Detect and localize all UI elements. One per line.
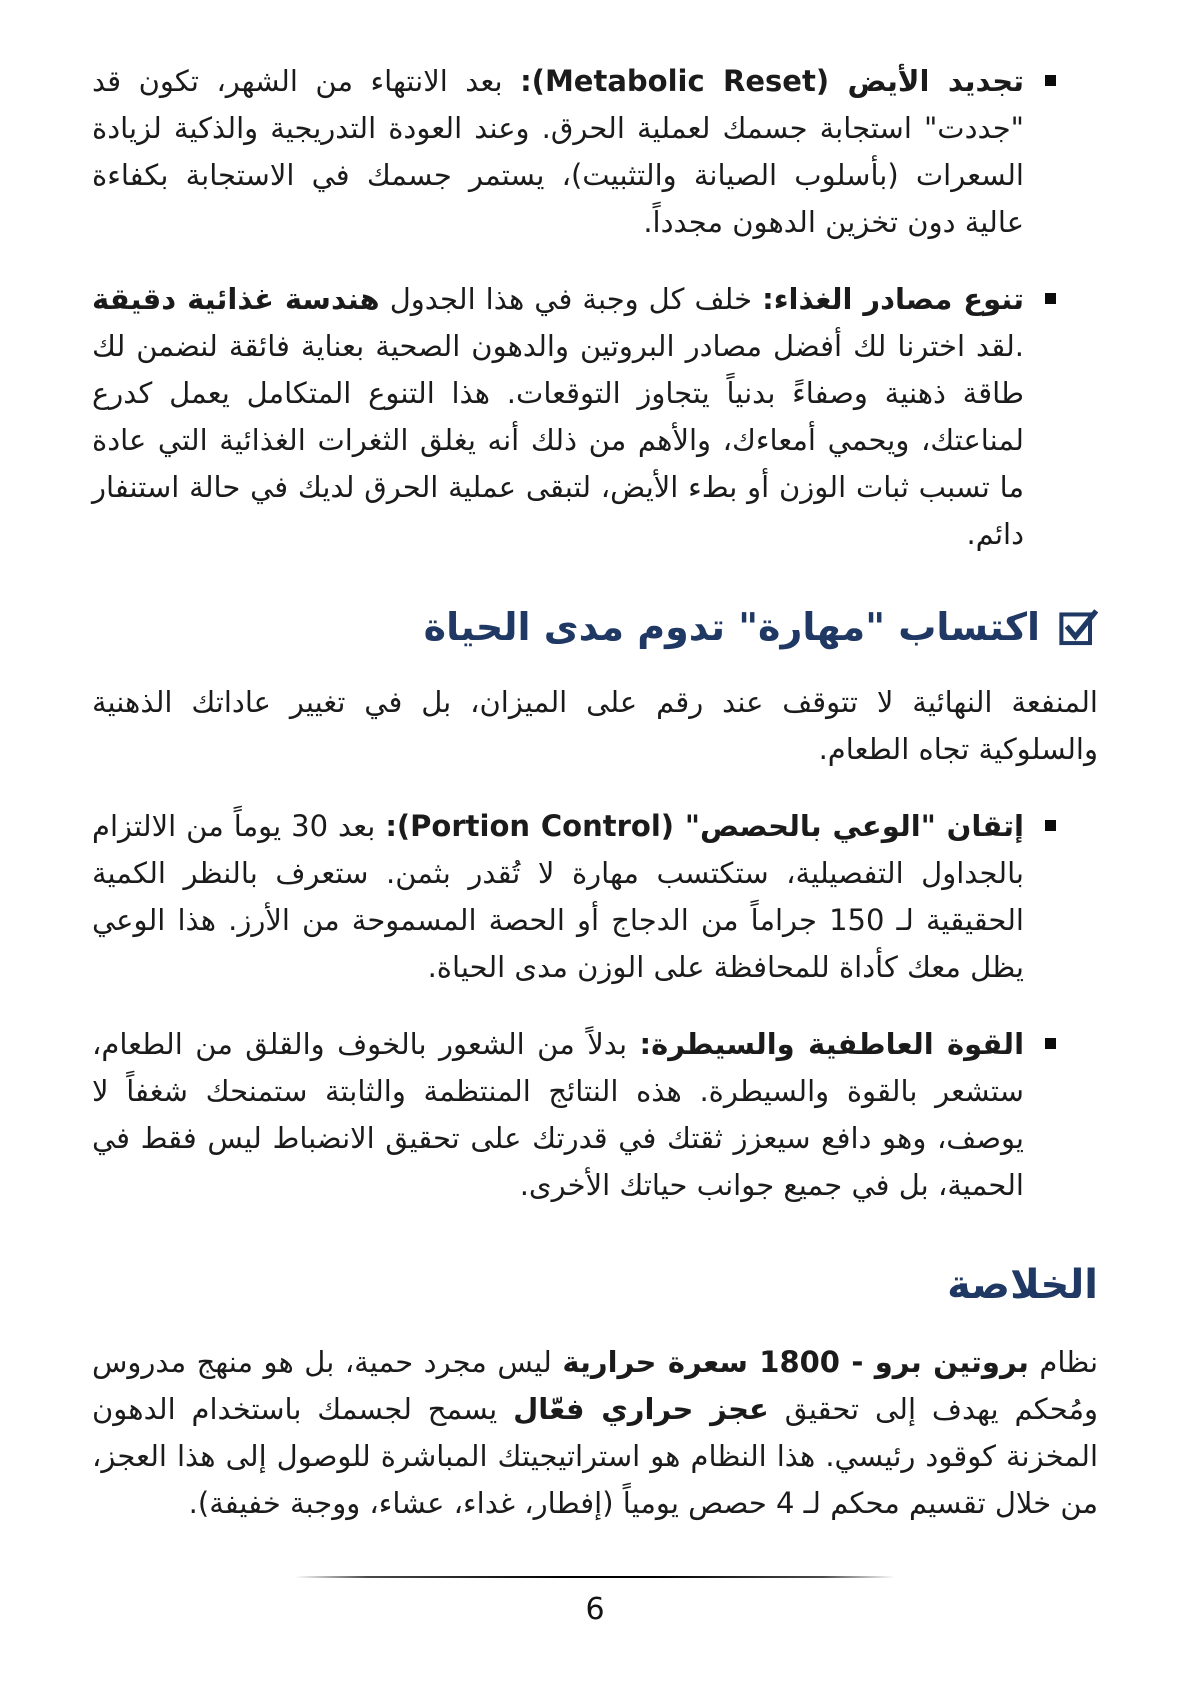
- section-heading-skill: [92, 602, 1098, 653]
- list-item-text: [92, 803, 1024, 991]
- item-title: إتقان "الوعي بالحصص" (Portion Control):: [385, 809, 1025, 844]
- item-body: .لقد اخترنا لك أفضل مصادر البروتين والدهون الصحية بعناية فائقة لنضمن لك طاقة ذهنية وصفاءً بدنياً يتجاوز التوقعات. هذا التنوع المتكامل يعمل كدرع لمناعتك، ويحمي أمعاءك، والأهم من ذلك أنه يغلق الثغرات الغذائية التي عادة ما تسبب ثبات الوزن أو بطء الأيض، لتبقى عملية الحرق لديك في حالة استنفار دائم.: [92, 329, 1024, 551]
- list-item-food-variety: [92, 276, 1098, 558]
- page-number: 6: [585, 1592, 605, 1627]
- item-title: القوة العاطفية والسيطرة:: [639, 1027, 1025, 1062]
- item-title: تنوع مصادر الغذاء:: [762, 282, 1025, 316]
- item-body: بدلاً من الشعور بالخوف والقلق من الطعام، ستشعر بالقوة والسيطرة. هذه النتائج المنتظمة والثابتة ستمنحك شغفاً لا يوصف، وهو دافع سيعزز ثقتك في قدرتك على تحقيق الانضباط ليس فقط في الحمية، بل في جميع جوانب حياتك الأخرى.: [92, 1027, 1024, 1203]
- summary-run: نظام: [1039, 1345, 1099, 1380]
- section-heading-text: اكتساب "مهارة" تدوم مدى الحياة: [423, 605, 1040, 649]
- square-bullet-icon: [1045, 820, 1056, 831]
- summary-run: يسمح لجسمك باستخدام الدهون المخزنة كوقود رئيسي. هذا النظام هو استراتيجيتك المباشرة للوصول إلى هذا العجز، من خلال تقسيم محكم لـ 4 حصص يومياً (إفطار، غداء، عشاء، ووجبة خفيفة).: [92, 1392, 1098, 1521]
- list-item-text: [92, 58, 1024, 246]
- checked-checkbox-icon: [1058, 608, 1098, 648]
- item-body: خلف كل وجبة في هذا الجدول: [389, 282, 753, 316]
- intro-paragraph: المنفعة النهائية لا تتوقف عند رقم على الميزان، بل في تغيير عاداتك الذهنية والسلوكية تجاه الطعام.: [92, 685, 1098, 767]
- list-item-portion-control: [92, 803, 1098, 991]
- square-bullet-icon: [1045, 1038, 1056, 1049]
- item-title: تجديد الأيض (Metabolic Reset):: [520, 64, 1024, 98]
- item-emphasis: هندسة غذائية دقيقة: [92, 282, 380, 316]
- summary-run-bold: عجز حراري فعّال: [513, 1392, 769, 1427]
- summary-run: ليس مجرد حمية، بل هو منهج مدروس ومُحكم يهدف إلى تحقيق: [92, 1345, 1099, 1427]
- section-heading-summary: الخلاصة: [947, 1262, 1098, 1309]
- list-item-text: [92, 1021, 1024, 1209]
- footer-divider-line: [295, 1576, 895, 1578]
- list-item-text: [92, 276, 1024, 558]
- list-item-emotional-control: [92, 1021, 1098, 1209]
- list-item-metabolic-reset: [92, 58, 1098, 246]
- summary-paragraph: [92, 1339, 1098, 1527]
- square-bullet-icon: [1045, 75, 1056, 86]
- summary-run-bold: بروتين برو - 1800 سعرة حرارية: [562, 1345, 1029, 1380]
- item-body: بعد الانتهاء من الشهر، تكون قد "جددت" استجابة جسمك لعملية الحرق. وعند العودة التدريجية والذكية لزيادة السعرات (بأسلوب الصيانة والتثبيت)، يستمر جسمك في الاستجابة بكفاءة عالية دون تخزين الدهون مجدداً.: [92, 64, 1024, 239]
- square-bullet-icon: [1045, 293, 1056, 304]
- item-body: بعد 30 يوماً من الالتزام بالجداول التفصيلية، ستكتسب مهارة لا تُقدر بثمن. ستعرف بالنظر الكمية الحقيقية لـ 150 جراماً من الدجاج أو الحصة المسموحة من الأرز. هذا الوعي يظل معك كأداة للمحافظة على الوزن مدى الحياة.: [92, 809, 1024, 985]
